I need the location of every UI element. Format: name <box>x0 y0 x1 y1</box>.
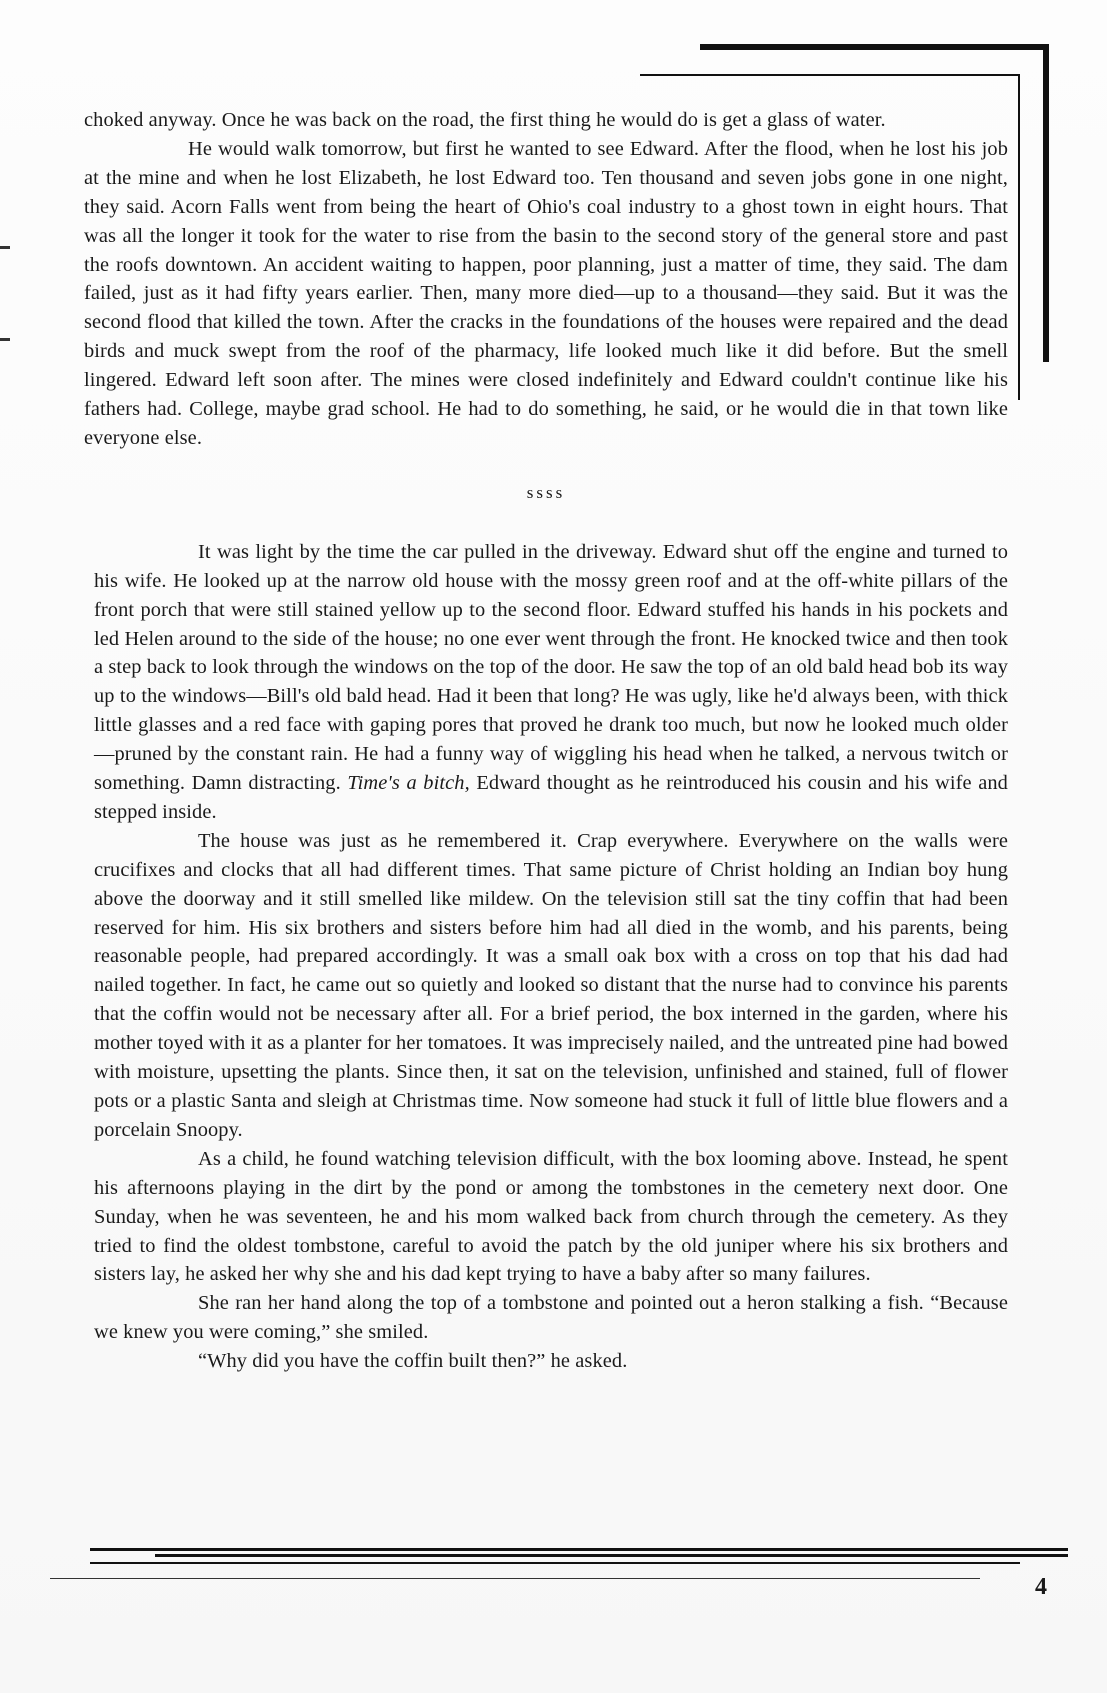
paragraph: He would walk tomorrow, but first he wanted to see Edward. After the flood, when he lost his job at the mine and when he lost Elizabeth, he lost Edward too. Ten thousand and seven jobs gone in one night, they said. Acorn Falls went from being the heart of Ohio's coal industry to a ghost town in eight hours. That was all the longer it took for the water to rise from the basin to the second story of the general store and past the roofs downtown. An accident waiting to happen, poor planning, just a matter of time, they said. The dam failed, just as it had fifty years earlier. Then, many more died—up to a thousand—they said. But it was the second flood that killed the town. After the cracks in the foundations of the houses were repaired and the dead birds and muck swept from the roof of the pharmacy, life looked much like it did before. But the smell lingered. Edward left soon after. The mines were closed indefinitely and Edward couldn't continue like his fathers had. College, maybe grad school. He had to do something, he said, or he would die in that town like everyone else. <box>84 137 1008 449</box>
paragraph-text: Edward thought as he reintroduced his cousin and his wife and stepped inside. <box>94 772 1008 823</box>
page-number: 4 <box>1035 1574 1047 1600</box>
section-separator: ssss <box>526 482 566 502</box>
paragraph-continued: choked anyway. Once he was back on the road, the first thing he would do is get a glass of water. <box>84 109 886 131</box>
frame-rule-bottom <box>155 1554 1068 1557</box>
frame-rule-top-thick <box>700 44 1048 50</box>
margin-mark <box>0 338 10 341</box>
frame-rule-top-thin <box>640 74 1020 76</box>
italic-phrase: Time's a bitch, <box>347 772 470 795</box>
story-text <box>84 106 1008 1376</box>
frame-rule-bottom <box>90 1562 1020 1564</box>
frame-rule-right-thin <box>1018 74 1020 400</box>
frame-rule-right-thick <box>1043 44 1049 362</box>
margin-mark <box>0 246 10 249</box>
frame-rule-bottom-thin <box>50 1578 980 1579</box>
frame-rule-bottom <box>90 1548 1068 1551</box>
paragraph: The house was just as he remembered it. Crap everywhere. Everywhere on the walls were crucifixes and clocks that all had different times. That same picture of Christ holding an Indian boy hung above the doorway and it still smelled like mildew. On the television still sat the tiny coffin that had been reserved for him. His six brothers and sisters before him had all died in the womb, and his parents, being reasonable people, had prepared accordingly. It was a small oak box with a cross on top that his dad had nailed together. In fact, he came out so quietly and looked so distant that the nurse had to convince his parents that the coffin would not be necessary after all. For a brief period, the box interned in the garden, where his mother toyed with it as a planter for her tomatoes. It was imprecisely nailed, and the untreated pine had bowed with moisture, upsetting the plants. Since then, it sat on the television, unfinished and stained, full of flower pots or a plastic Santa and sleigh at Christmas time. Now someone had stuck it full of little blue flowers and a porcelain Snoopy. <box>94 829 1008 1141</box>
paragraph: “Why did you have the coffin built then?” he asked. <box>198 1350 628 1373</box>
paragraph-text: It was light by the time the car pulled in the driveway. Edward shut off the engine and turned to his wife. He looked up at the narrow old house with the mossy green roof and at the off-white pillars of the front porch that were still stained yellow up to the second floor. Edward stuffed his hands in his pockets and led Helen around to the side of the house; no one ever went through the front. He knocked twice and then took a step back to look through the windows on the top of the door. He saw the top of an old bald head bob its way up to the windows—Bill's old bald head. Had it been that long? He was ugly, like he'd always been, with thick little glasses and a red face with gaping pores that proved he drank too much, but now he looked much older—pruned by the constant rain. He had a funny way of wiggling his head when he talked, a nervous twitch or something. Damn distracting. <box>94 540 1008 795</box>
paragraph: She ran her hand along the top of a tombstone and pointed out a heron stalking a fish. “Because we knew you were coming,” she smiled. <box>94 1292 1008 1344</box>
paragraph <box>94 538 1008 827</box>
section-two <box>84 538 1008 1376</box>
paragraph: As a child, he found watching television difficult, with the box looming above. Instead, he spent his afternoons playing in the dirt by the pond or among the tombstones in the cemetery next door. One Sunday, when he was seventeen, he and his mom walked back from church through the cemetery. As they tried to find the oldest tombstone, careful to avoid the patch by the old juniper where his six brothers and sisters lay, he asked her why she and his dad kept trying to have a baby after so many failures. <box>94 1147 1008 1286</box>
